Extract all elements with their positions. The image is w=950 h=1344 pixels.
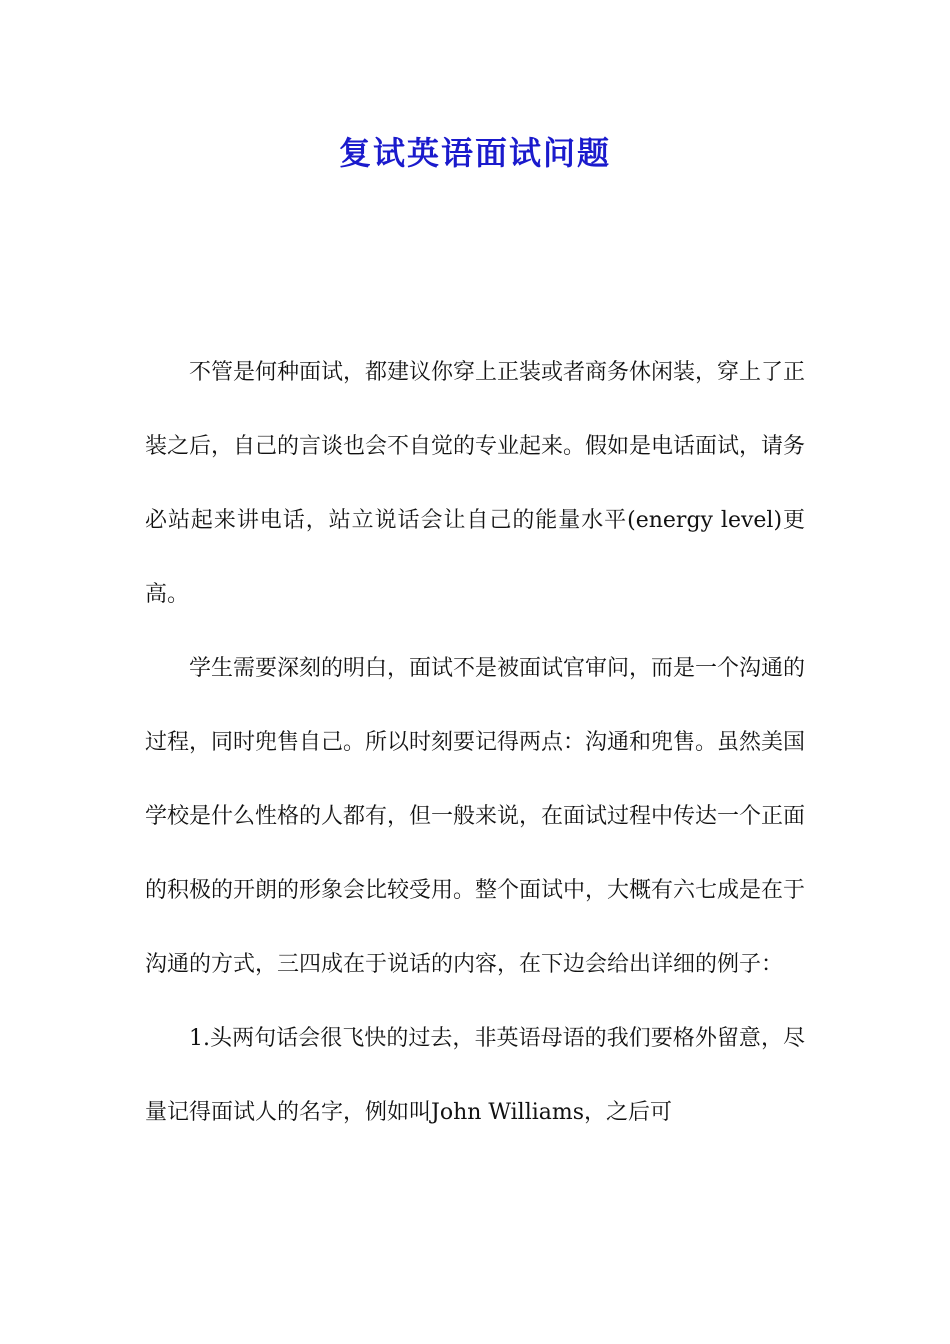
paragraph-tip-1: 1.头两句话会很飞快的过去，非英语母语的我们要格外留意，尽量记得面试人的名字，例如叫John Williams，之后可 <box>145 1026 805 1125</box>
document-body <box>145 336 805 1150</box>
paragraph-attire: 不管是何种面试，都建议你穿上正装或者商务休闲装，穿上了正装之后，自己的言谈也会不自觉的专业起来。假如是电话面试，请务必站起来讲电话，站立说话会让自己的能量水平(energy level)更高。 <box>145 360 806 607</box>
document-title: 复试英语面试问题 <box>338 134 611 172</box>
paragraph-communication: 学生需要深刻的明白，面试不是被面试官审问，而是一个沟通的过程，同时兜售自己。所以时刻要记得两点：沟通和兜售。虽然美国学校是什么性格的人都有，但一般来说，在面试过程中传达一个正面的积极的开朗的形象会比较受用。整个面试中，大概有六七成是在于沟通的方式，三四成在于说话的内容，在下边会给出详细的例子： <box>145 656 806 977</box>
